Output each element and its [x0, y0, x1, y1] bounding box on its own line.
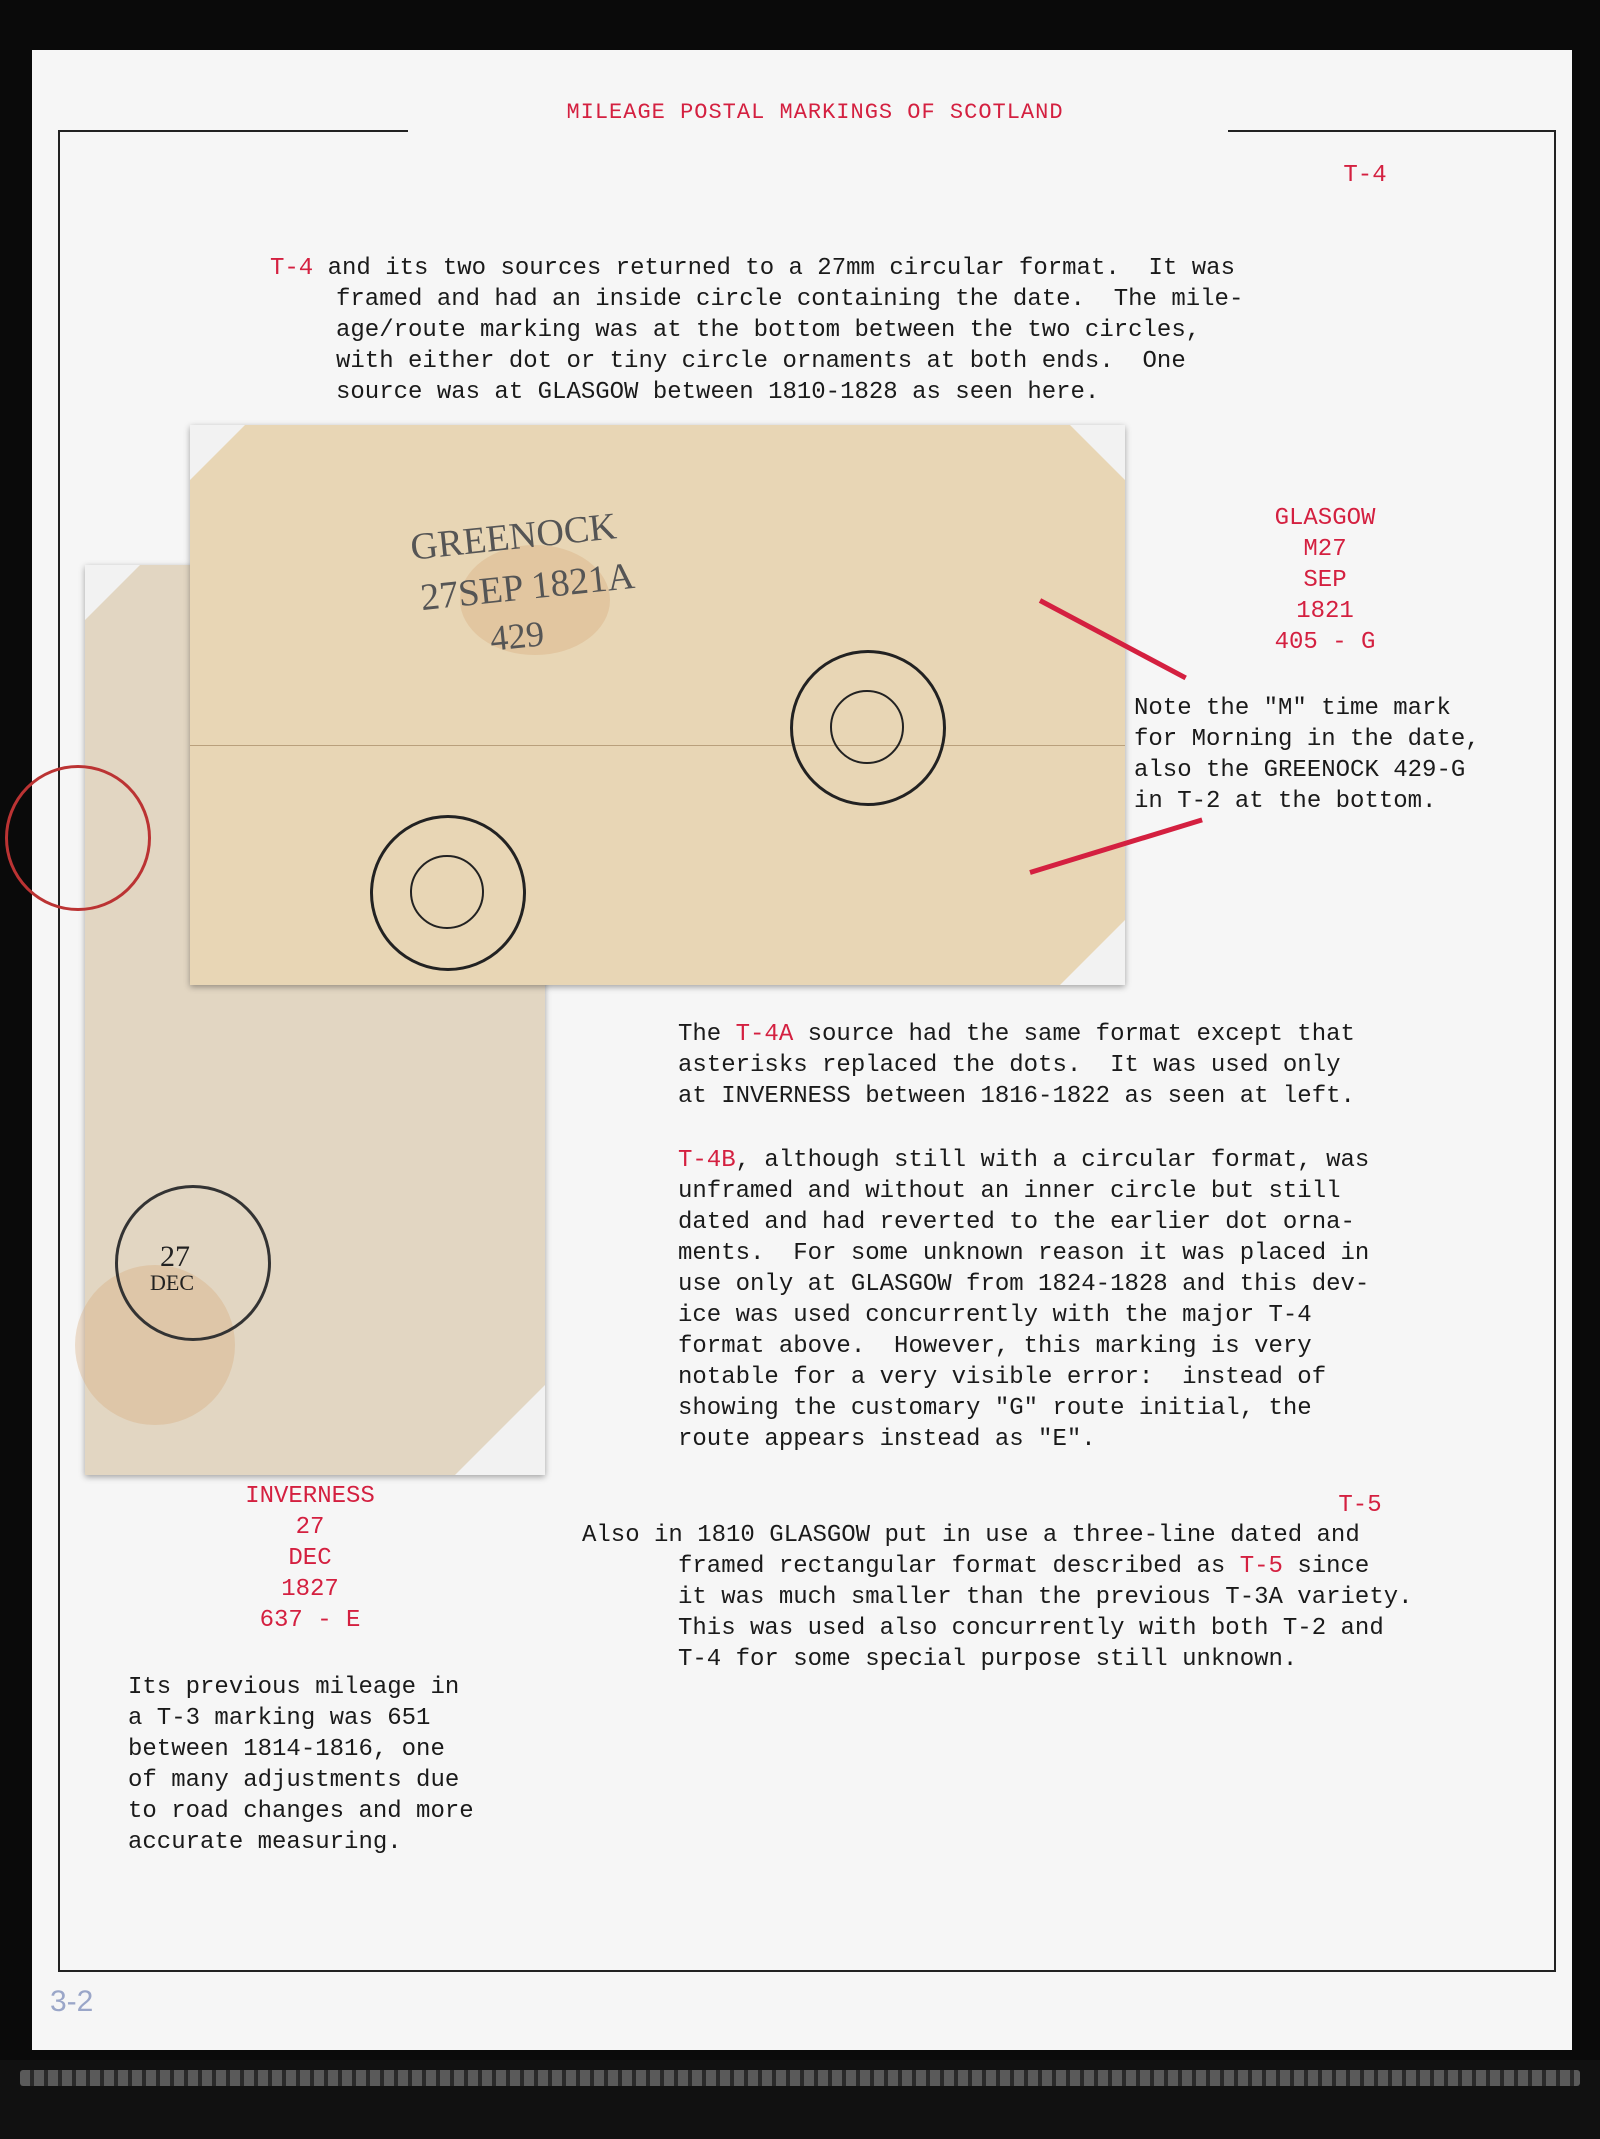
- glasgow-label-mileage: 405 - G: [1274, 629, 1376, 656]
- greenock-stamp-line-3: 429: [488, 613, 546, 659]
- t4b-line-10: route appears instead as "E".: [678, 1426, 1096, 1453]
- note-line-1: Note the "M" time mark: [1134, 695, 1451, 722]
- inverness-label-town: INVERNESS: [245, 1483, 375, 1510]
- mount-corner: [1060, 920, 1125, 985]
- inverness-note-line-4: of many adjustments due: [128, 1767, 460, 1794]
- t4b-line-8: notable for a very visible error: instead of: [678, 1364, 1327, 1391]
- inverness-postmark: [115, 1185, 271, 1341]
- glasgow-label-month: SEP: [1303, 567, 1347, 594]
- t4a-line-3: at INVERNESS between 1816-1822 as seen at left.: [678, 1083, 1355, 1110]
- t5-line-1: Also in 1810 GLASGOW put in use a three-line dated and: [582, 1522, 1360, 1549]
- cover-flap: [190, 425, 1125, 746]
- glasgow-label-town: GLASGOW: [1274, 505, 1376, 532]
- mount-corner: [85, 565, 140, 620]
- t4a-line-1-post: source had the same format except that: [793, 1021, 1355, 1048]
- t4b-line-9: showing the customary "G" route initial, the: [678, 1395, 1312, 1422]
- mount-corner: [455, 1385, 545, 1475]
- page-title: MILEAGE POSTAL MARKINGS OF SCOTLAND: [566, 100, 1064, 125]
- inverness-label-month: DEC: [288, 1545, 332, 1572]
- t4b-line-5: use only at GLASGOW from 1824-1828 and this dev-: [678, 1271, 1370, 1298]
- t5-line-2: [678, 1551, 1369, 1582]
- glasgow-cover: [190, 425, 1125, 985]
- t4a-line-1-pre: The: [678, 1021, 736, 1048]
- t5-line-2-post: since: [1282, 1553, 1370, 1580]
- mount-corner: [190, 425, 245, 480]
- inverness-label-day: 27: [295, 1514, 325, 1541]
- inverness-postmark-day: 27: [160, 1240, 190, 1273]
- intro-tag: T-4: [270, 255, 314, 282]
- intro-line-5: source was at GLASGOW between 1810-1828 as seen here.: [336, 379, 1100, 406]
- intro-line-1-text: and its two sources returned to a 27mm circular format. It was: [313, 255, 1235, 282]
- t5-line-4: This was used also concurrently with both T-2 and: [678, 1615, 1384, 1642]
- inverness-postmark-month: DEC: [150, 1270, 194, 1295]
- inverness-label-mileage: 637 - E: [259, 1607, 361, 1634]
- red-postmark: [5, 765, 151, 911]
- t4b-line-3: dated and had reverted to the earlier dot orna-: [678, 1209, 1355, 1236]
- inverness-note-line-5: to road changes and more: [128, 1798, 474, 1825]
- t5-line-5: T-4 for some special purpose still unknown.: [678, 1646, 1298, 1673]
- t4b-line-7: format above. However, this marking is very: [678, 1333, 1312, 1360]
- t4a-tag: T-4A: [735, 1021, 794, 1048]
- glasgow-label-year: 1821: [1296, 598, 1354, 625]
- mount-corner: [1070, 425, 1125, 480]
- greenock-stamp-line-1: GREENOCK: [408, 505, 619, 569]
- inverness-note-line-1: Its previous mileage in: [128, 1674, 460, 1701]
- t4a-line-2: asterisks replaced the dots. It was used only: [678, 1052, 1341, 1079]
- t4a-line-1: [678, 1019, 1355, 1050]
- inverness-note-line-6: accurate measuring.: [128, 1829, 402, 1856]
- glasgow-postmark-lower-inner: [410, 855, 484, 929]
- glasgow-postmark-inner: [830, 690, 904, 764]
- t4b-line-6: ice was used concurrently with the major T-4: [678, 1302, 1312, 1329]
- note-line-3: also the GREENOCK 429-G: [1134, 757, 1466, 784]
- binder-rail: [20, 2070, 1580, 2086]
- intro-line-3: age/route marking was at the bottom between the two circles,: [336, 317, 1201, 344]
- inverness-label-year: 1827: [281, 1576, 339, 1603]
- note-line-2: for Morning in the date,: [1134, 726, 1480, 753]
- t4b-line-2: unframed and without an inner circle but still: [678, 1178, 1341, 1205]
- t4b-tag: T-4B: [678, 1147, 736, 1174]
- t5-tag: T-5: [1239, 1553, 1283, 1580]
- t4b-line-1-post: , although still with a circular format, was: [735, 1147, 1370, 1174]
- frame-top-right: [1228, 130, 1554, 132]
- inverness-note-line-2: a T-3 marking was 651: [128, 1705, 431, 1732]
- intro-line-1: [270, 253, 1235, 284]
- section-code-t4: T-4: [1343, 162, 1387, 189]
- binder-strip: [0, 2060, 1600, 2139]
- section-code-t5: T-5: [1338, 1492, 1382, 1519]
- frame-top-left: [58, 130, 408, 132]
- greenock-stamp-line-2: 27SEP 1821A: [418, 554, 637, 620]
- t5-line-3: it was much smaller than the previous T-3A variety.: [678, 1584, 1413, 1611]
- t5-line-2-pre: framed rectangular format described as: [678, 1553, 1240, 1580]
- inverness-note-line-3: between 1814-1816, one: [128, 1736, 445, 1763]
- t4b-line-4: ments. For some unknown reason it was placed in: [678, 1240, 1370, 1267]
- intro-line-2: framed and had an inside circle containing the date. The mile-: [336, 286, 1244, 313]
- note-line-4: in T-2 at the bottom.: [1134, 788, 1437, 815]
- glasgow-label-time: M27: [1303, 536, 1347, 563]
- intro-line-4: with either dot or tiny circle ornaments at both ends. One: [336, 348, 1186, 375]
- page-number: 3-2: [50, 1985, 94, 2018]
- t4b-line-1: [678, 1145, 1369, 1176]
